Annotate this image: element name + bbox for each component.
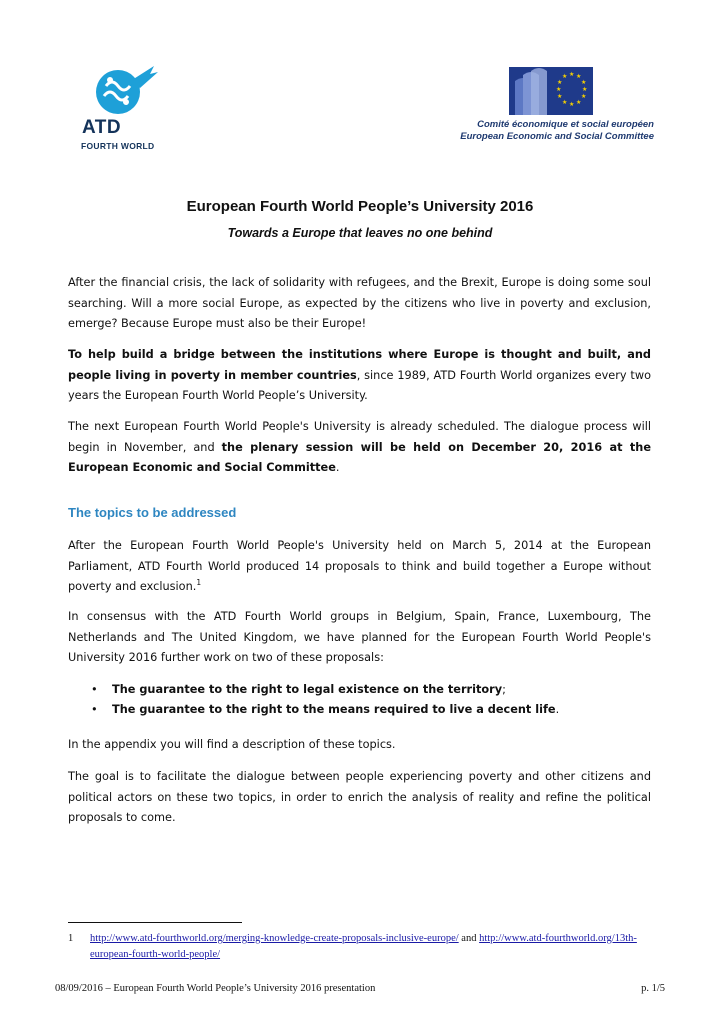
footnote-number: 1 (68, 933, 74, 944)
goal-paragraph: The goal is to facilitate the dialogue between people experiencing poverty and other citizens and political actors on these two topics, in order to enrich the analysis of reality and refine the political proposals to come. (68, 770, 651, 824)
svg-text:★: ★ (569, 101, 575, 108)
schedule-paragraph-end: . (335, 461, 340, 474)
intro-paragraph: After the financial crisis, the lack of solidarity with refugees, and the Brexit, Europe is doing some soul searching. Will a more social Europe, as expected by the citizens who live in poverty and exclusion, emerge? Because Europe must also be their Europe! (68, 276, 651, 330)
bullet-icon: • (91, 703, 98, 716)
schedule-paragraph-start: The next European Fourth World People's University is already scheduled. The dialogue process will begin in November, and (68, 420, 651, 454)
atd-logo-line2: FOURTH WORLD (81, 141, 155, 151)
footnote-and: and (458, 933, 480, 944)
proposals-paragraph (68, 536, 651, 598)
svg-text:★: ★ (562, 73, 568, 80)
footnote (68, 931, 658, 963)
bridge-paragraph (68, 345, 651, 407)
list-item-end: . (555, 703, 560, 716)
eesc-name-fr: Comité économique et social européen (477, 119, 654, 130)
svg-text:★: ★ (581, 93, 587, 100)
schedule-paragraph (68, 417, 651, 479)
bridge-paragraph-rest: , since 1989, ATD Fourth World organizes every two years the European Fourth World People’s University. (68, 368, 652, 402)
proposals-paragraph-text: After the European Fourth World People's University held on March 5, 2014 at the European Parliament, ATD Fourth World produced 14 proposals to think and build together a Europe without poverty and exclusion. (68, 539, 651, 593)
appendix-paragraph: In the appendix you will find a description of these topics. (68, 738, 396, 751)
proposal-list (91, 680, 651, 720)
footer-page-number: p. 1/5 (641, 983, 665, 994)
section-heading-topics: The topics to be addressed (68, 505, 237, 520)
svg-text:★: ★ (576, 73, 582, 80)
list-item-end: ; (502, 683, 506, 696)
list-item (91, 680, 651, 700)
list-item-bold: The guarantee to the right to legal existence on the territory (112, 683, 503, 696)
svg-text:★: ★ (569, 71, 575, 78)
atd-logo-line1: ATD (82, 117, 122, 138)
svg-text:★: ★ (557, 79, 563, 86)
consensus-paragraph: In consensus with the ATD Fourth World groups in Belgium, Spain, France, Luxembourg, The Netherlands and The United Kingdom, we have planned for the European Fourth World People's University 2016 further work on two of these proposals: (68, 610, 651, 664)
list-item (91, 700, 651, 720)
footnote-reference[interactable]: 1 (196, 578, 202, 588)
footnote-link-1[interactable]: http://www.atd-fourthworld.org/merging-knowledge-create-proposals-inclusive-europe/ (90, 933, 459, 944)
eesc-logo (509, 67, 593, 115)
footer-date-title: 08/09/2016 – European Fourth World People’s University 2016 presentation (55, 983, 376, 994)
svg-text:★: ★ (562, 99, 568, 106)
svg-text:★: ★ (576, 99, 582, 106)
footnote-link-2[interactable]: http://www.atd-fourthworld.org/13th-european-fourth-world-people/ (90, 933, 637, 960)
svg-text:★: ★ (557, 93, 563, 100)
svg-text:★: ★ (556, 86, 562, 93)
svg-text:★: ★ (581, 79, 587, 86)
svg-text:★: ★ (582, 86, 588, 93)
list-item-bold: The guarantee to the right to the means required to live a decent life (112, 703, 556, 716)
eesc-name-en: European Economic and Social Committee (460, 131, 654, 142)
document-title: European Fourth World People’s University 2016 (186, 198, 534, 215)
bullet-icon: • (91, 683, 98, 696)
footnote-divider (68, 922, 242, 923)
bridge-paragraph-bold: To help build a bridge between the institutions where Europe is thought and built, and people living in poverty in member countries (68, 348, 651, 382)
schedule-paragraph-bold: the plenary session will be held on December 20, 2016 at the European Economic and Social Committee (68, 440, 651, 474)
document-subtitle: Towards a Europe that leaves no one behind (227, 226, 493, 240)
